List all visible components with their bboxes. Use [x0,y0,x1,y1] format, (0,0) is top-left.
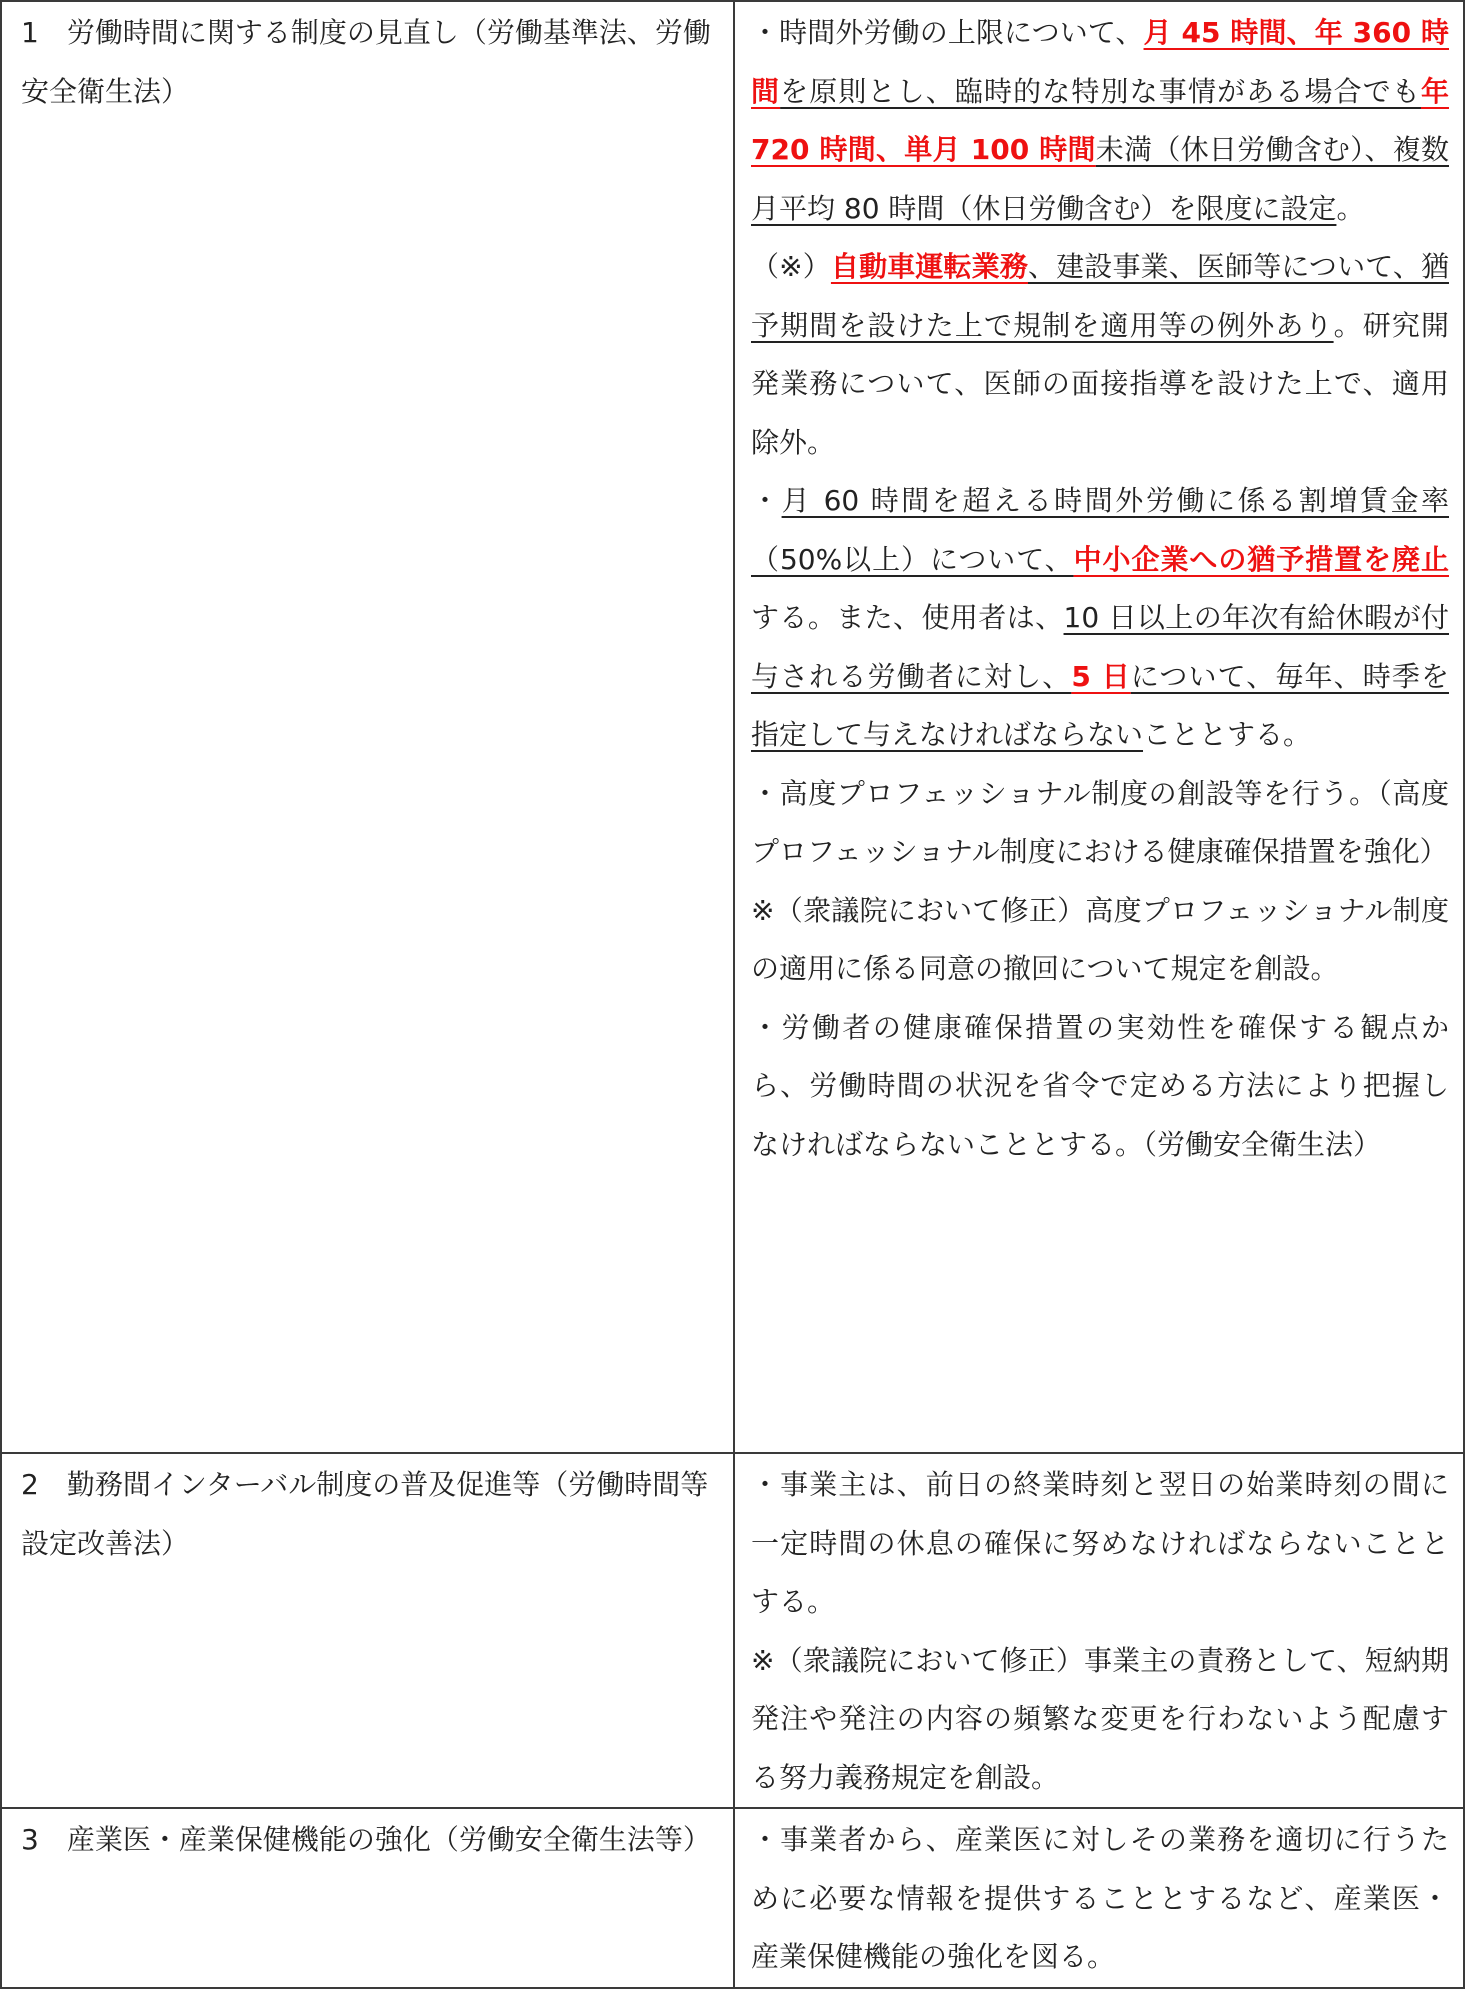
underlined-text: について、毎年、時季を指定して与えなければならない [751,659,1449,751]
underlined-text: 、建設事業、医師等について、猶予期間を設けた上で規制を適用等の例外あり [751,250,1449,342]
topic-cell: 1 労働時間に関する制度の見直し（労働基準法、労働安全衛生法） [1,1,734,1453]
underlined-text: 10 日以上の年次有給休暇が付与される労働者に対し、 [751,601,1449,693]
detail-paragraph: ・事業主は、前日の終業時刻と翌日の始業時刻の間に一定時間の休息の確保に努めなければならないこととする。 [751,1468,1449,1618]
detail-paragraph: ・事業者から、産業医に対しその業務を適切に行うために必要な情報を提供することとするなど、産業医・産業保健機能の強化を図る。 [751,1823,1449,1973]
underlined-text: 未満（休日労働含む）、複数月平均 80 時間（休日労働含む）を限度に設定 [751,133,1449,225]
topic-cell: 3 産業医・産業保健機能の強化（労働安全衛生法等） [1,1808,734,1988]
highlight-text: 月 45 時間、年 360 時間 [751,16,1449,108]
detail-paragraph [751,472,1449,765]
detail-paragraph: ※（衆議院において修正）事業主の責務として、短納期発注や発注の内容の頻繁な変更を行わないよう配慮する努力義務規定を創設。 [751,1643,1449,1794]
highlight-text: 中小企業への猶予措置を廃止 [1073,542,1449,576]
highlight-text: 自動車運転業務 [830,250,1028,283]
underlined-text: を原則とし、臨時的な特別な事情がある場合でも [780,74,1421,108]
highlight-text: 5 日 [1071,659,1131,693]
detail-cell [734,1453,1464,1808]
text-run: ・ [751,484,782,517]
detail-paragraph [751,238,1449,472]
detail-paragraph: ・高度プロフェッショナル制度の創設等を行う。（高度プロフェッショナル制度における健康確保措置を強化） [751,776,1449,868]
text-run: する。また、使用者は、 [751,601,1064,634]
table-row [1,1453,1464,1808]
underlined-text: 月 60 時間を超える時間外労働に係る割増賃金率（50%以上）について、 [751,484,1449,576]
detail-paragraph [751,4,1449,238]
detail-paragraph: ・労働者の健康確保措置の実効性を確保する観点から、労働時間の状況を省令で定める方法により把握しなければならないこととする。（労働安全衛生法） [751,1010,1449,1161]
text-run: ・時間外労働の上限について、 [751,16,1144,49]
highlight-text: 年 720 時間、単月 100 時間 [751,74,1449,166]
text-run: 。研究開発業務について、医師の面接指導を設けた上で、適用除外。 [751,308,1449,459]
text-run: （※） [751,250,831,283]
topic-cell: 2 勤務間インターバル制度の普及促進等（労働時間等設定改善法） [1,1453,734,1808]
detail-cell [734,1,1464,1453]
table-row [1,1,1464,1453]
text-run: こととする。 [1143,718,1312,751]
detail-paragraph: ※（衆議院において修正）高度プロフェッショナル制度の適用に係る同意の撤回について規定を創設。 [751,893,1449,985]
table-row [1,1808,1464,1988]
text-run: 。 [1336,191,1365,225]
detail-cell [734,1808,1464,1988]
